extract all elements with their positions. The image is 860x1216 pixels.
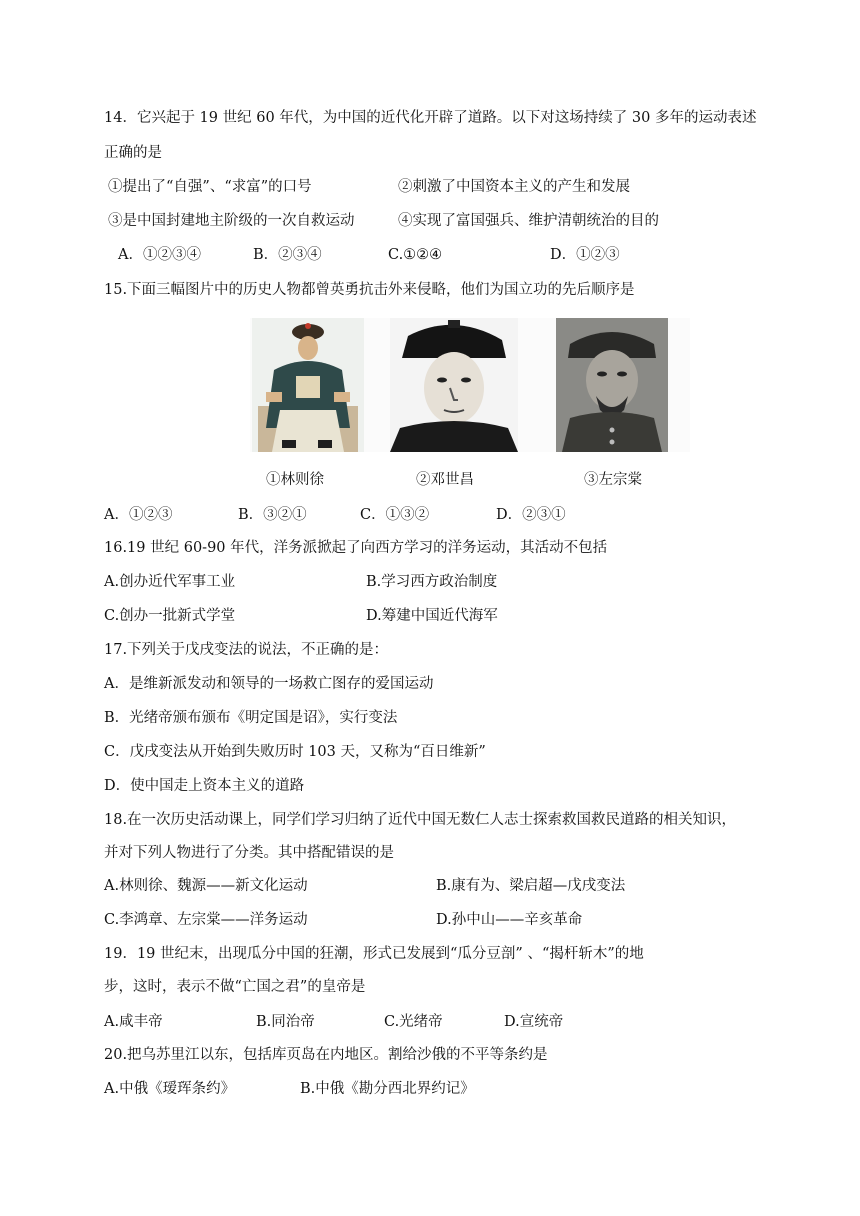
q15-option-d: D．②③① — [496, 507, 566, 523]
q14-option-a: A．①②③④ — [118, 247, 201, 263]
q15-caption-2: ②邓世昌 — [416, 472, 474, 488]
q17-option-b: B．光绪帝颁布颁布《明定国是诏》，实行变法 — [104, 710, 398, 726]
q18-option-a: A.林则徐、魏源——新文化运动 — [104, 878, 308, 894]
q15-option-b: B．③②① — [238, 507, 307, 523]
q20-option-b: B.中俄《勘分西北界约记》 — [300, 1081, 475, 1097]
q18-option-c: C.李鸿章、左宗棠——洋务运动 — [104, 912, 308, 928]
q14-stem-line1: 14．它兴起于 19 世纪 60 年代，为中国的近代化开辟了道路。以下对这场持续了 30 多年的运动表述 — [104, 110, 757, 126]
q19-stem-line2: 步，这时，表示不做“亡国之君”的皇帝是 — [104, 979, 366, 995]
q19-option-d: D.宣统帝 — [504, 1014, 564, 1030]
q17-option-c: C．戊戌变法从开始到失败历时 103 天，又称为“百日维新” — [104, 744, 486, 760]
q14-item-2: ②刺激了中国资本主义的产生和发展 — [398, 179, 630, 195]
portrait-deng-shichang — [390, 318, 518, 452]
q15-option-a: A．①②③ — [104, 507, 173, 523]
q19-option-c: C.光绪帝 — [384, 1014, 443, 1030]
q19-option-b: B.同治帝 — [256, 1014, 315, 1030]
q15-stem: 15.下面三幅图片中的历史人物都曾英勇抗击外来侵略，他们为国立功的先后顺序是 — [104, 282, 635, 298]
q17-option-d: D．使中国走上资本主义的道路 — [104, 778, 305, 794]
q15-caption-1: ①林则徐 — [266, 472, 324, 488]
q16-option-a: A.创办近代军事工业 — [104, 574, 236, 590]
q14-option-d: D．①②③ — [550, 247, 620, 263]
q18-option-d: D.孙中山——辛亥革命 — [436, 912, 583, 928]
q16-option-b: B.学习西方政治制度 — [366, 574, 498, 590]
portrait-zuo-zongtang — [556, 318, 668, 452]
q14-option-b: B．②③④ — [253, 247, 322, 263]
q19-stem-line1: 19．19 世纪末，出现瓜分中国的狂潮，形式已发展到“瓜分豆剖” 、“揭杆斩木”的地 — [104, 946, 644, 962]
q14-option-c: C.①②④ — [388, 247, 443, 263]
q14-item-4: ④实现了富国强兵、维护清朝统治的目的 — [398, 213, 659, 229]
q14-item-3: ③是中国封建地主阶级的一次自救运动 — [108, 213, 355, 229]
q17-option-a: A．是维新派发动和领导的一场救亡图存的爱国运动 — [104, 676, 434, 692]
q16-stem: 16.19 世纪 60-90 年代，洋务派掀起了向西方学习的洋务运动，其活动不包括 — [104, 540, 608, 556]
q20-stem: 20.把乌苏里江以东，包括库页岛在内地区。割给沙俄的不平等条约是 — [104, 1047, 548, 1063]
q15-option-c: C．①③② — [360, 507, 430, 523]
q19-option-a: A.咸丰帝 — [104, 1014, 163, 1030]
q20-option-a: A.中俄《瑷珲条约》 — [104, 1081, 236, 1097]
q18-option-b: B.康有为、梁启超—戊戌变法 — [436, 878, 626, 894]
q16-option-d: D.筹建中国近代海军 — [366, 608, 498, 624]
q14-item-1: ①提出了“自强”、“求富”的口号 — [108, 179, 312, 195]
q16-option-c: C.创办一批新式学堂 — [104, 608, 236, 624]
q18-stem-line1: 18.在一次历史活动课上，同学们学习归纳了近代中国无数仁人志士探索救国救民道路的相关知识， — [104, 812, 737, 828]
q15-caption-3: ③左宗棠 — [584, 472, 642, 488]
q14-stem-line2: 正确的是 — [104, 145, 162, 161]
portrait-lin-zexu — [252, 318, 364, 452]
q17-stem: 17.下列关于戊戌变法的说法，不正确的是： — [104, 642, 389, 658]
q18-stem-line2: 并对下列人物进行了分类。其中搭配错误的是 — [104, 845, 394, 861]
